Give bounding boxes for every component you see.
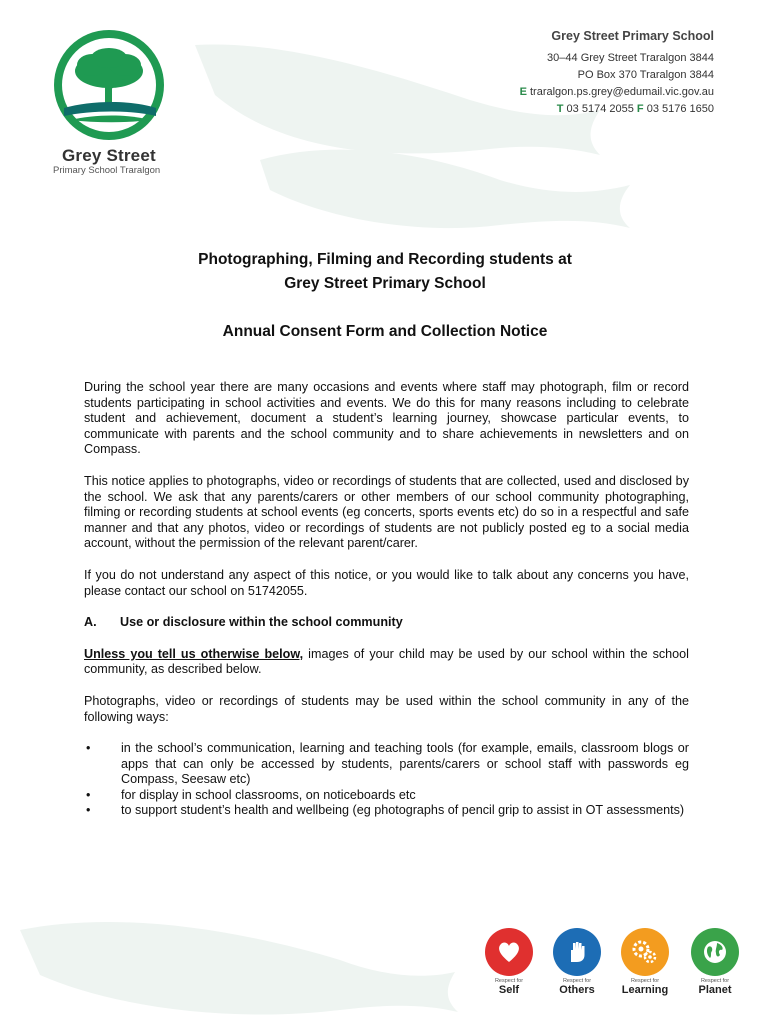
document-body: [84, 380, 689, 819]
section-a-number: A.: [84, 615, 97, 630]
usage-list: [84, 741, 689, 819]
contact-email[interactable]: traralgon.ps.grey@edumail.vic.gov.au: [530, 86, 714, 98]
badge-self: [478, 928, 540, 996]
contact-address-po-box: PO Box 370 Traralgon 3844: [577, 69, 714, 81]
badge-others: [546, 928, 608, 996]
contact-phone: 03 5174 2055: [566, 103, 634, 115]
school-logo: [52, 28, 167, 143]
paragraph-default-use-text: images of your child may be used by our school within the school community, as described below.: [84, 646, 689, 677]
contact-fax: 03 5176 1650: [646, 103, 714, 115]
list-item: • for display in school classrooms, on noticeboards etc: [84, 788, 689, 804]
badge-others-prefix: Respect for: [562, 978, 592, 984]
email-label: E: [519, 86, 527, 98]
school-logo-subtitle: Primary School Traralgon: [53, 165, 161, 176]
badge-planet-circle: [691, 928, 739, 976]
paragraph-scope: This notice applies to photographs, video or recordings of students that are collected, used and disclosed by the school. We ask that any parents/carers or other members of our school community photographing, filming or recording students at school events (eg concerts, sports events etc) do so in a respectful and safe manner and that any photos, video or recordings of students are not publicly posted eg to a social media account, without the permission of the relevant parent/carer.: [84, 473, 689, 551]
badge-learning-label: Learning: [621, 984, 669, 996]
document-subtitle: Annual Consent Form and Collection Notice: [222, 323, 548, 340]
title-line-1: Photographing, Filming and Recording students at: [198, 251, 572, 268]
badge-planet-label: Planet: [698, 984, 732, 996]
badge-planet: [684, 928, 746, 996]
list-item: • in the school’s communication, learning and teaching tools (for example, emails, classroom blogs or apps that can only be accessed by students, parents/carers or school staff with passwords eg Compass, Seesaw etc): [84, 741, 689, 788]
badge-self-label: Self: [498, 984, 520, 996]
paragraph-contact: If you do not understand any aspect of this notice, or you would like to talk about any concerns you have, please contact our school on 51742055.: [84, 567, 689, 598]
document-title-block: [0, 248, 770, 344]
section-a-title: Use or disclosure within the school community: [120, 615, 403, 630]
hand-icon: [563, 938, 591, 966]
list-item: • to support student’s health and wellbeing (eg photographs of pencil grip to assist in OT assessments): [84, 803, 689, 819]
badge-learning: [614, 928, 676, 996]
gears-icon: [630, 937, 660, 967]
contact-email-line: [520, 84, 714, 101]
globe-icon: [700, 937, 730, 967]
section-a-heading: [84, 615, 689, 631]
tree-logo-icon: [52, 28, 167, 143]
document-title: [0, 248, 770, 296]
badge-learning-prefix: Respect for: [630, 978, 660, 984]
contact-school-name: Grey Street Primary School: [551, 29, 714, 43]
badge-planet-prefix: Respect for: [700, 978, 730, 984]
badge-others-circle: [553, 928, 601, 976]
school-logo-name: Grey Street: [62, 146, 156, 165]
title-line-2: Grey Street Primary School: [284, 275, 486, 292]
badge-self-circle: [485, 928, 533, 976]
contact-address-street: 30–44 Grey Street Traralgon 3844: [547, 52, 714, 64]
contact-block: [520, 28, 714, 118]
badge-self-prefix: Respect for: [494, 978, 524, 984]
badge-others-label: Others: [559, 984, 595, 996]
paragraph-ways: Photographs, video or recordings of students may be used within the school community in any of the following ways:: [84, 693, 689, 724]
badge-learning-circle: [621, 928, 669, 976]
fax-label: F: [636, 103, 644, 115]
paragraph-intro: During the school year there are many occasions and events where staff may photograph, film or record students participating in school activities and events. We do this for many reasons including to celebrate student and achievement, document a student’s learning journey, showcase particular events, to communicate with parents and the school community and to share achievements in newsletters and on Compass.: [84, 380, 689, 457]
heart-icon: [495, 938, 523, 966]
phone-label: T: [556, 103, 564, 115]
school-values-badges: [478, 928, 748, 998]
contact-phone-line: [520, 101, 714, 118]
paragraph-default-use: [84, 647, 689, 678]
emphasis-unless-told: Unless you tell us otherwise below,: [84, 646, 304, 661]
